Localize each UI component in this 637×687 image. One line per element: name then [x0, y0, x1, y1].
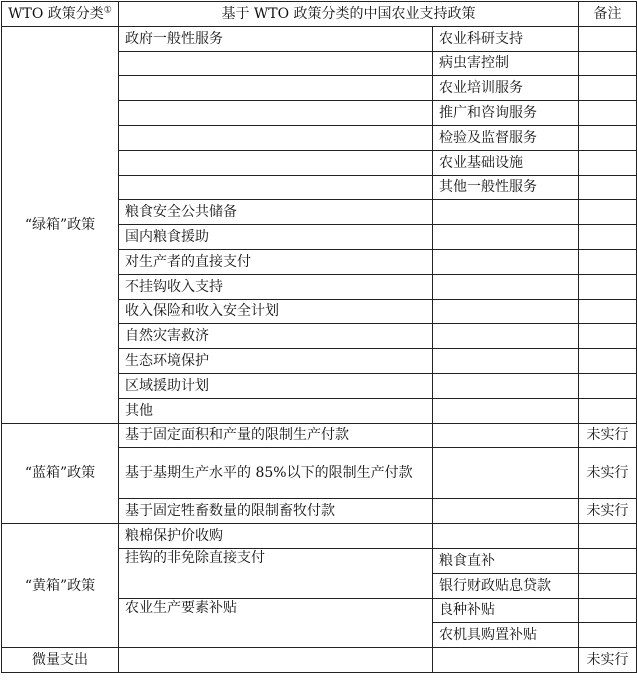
- empty-cell: [433, 249, 579, 274]
- note-cell: 未实行: [579, 648, 637, 673]
- note-cell: [579, 51, 637, 76]
- empty-cell: [433, 324, 579, 349]
- green-general-item: 病虫害控制: [433, 51, 579, 76]
- empty-cell: [433, 299, 579, 324]
- empty-cell: [119, 76, 433, 101]
- note-cell: [579, 299, 637, 324]
- green-measure: 其他: [119, 398, 433, 423]
- yellow-sub-item: 农机具购置补贴: [433, 623, 579, 648]
- green-measure: 对生产者的直接支付: [119, 249, 433, 274]
- green-box-label: “绿箱”政策: [2, 26, 119, 423]
- empty-cell: [433, 448, 579, 499]
- green-measure: 粮食安全公共储备: [119, 200, 433, 225]
- blue-measure: 基于固定牲畜数量的限制畜牧付款: [119, 499, 433, 524]
- empty-cell: [433, 200, 579, 225]
- empty-cell: [119, 648, 433, 673]
- note-cell: [579, 548, 637, 573]
- note-cell: [579, 150, 637, 175]
- green-general-item: 农业基础设施: [433, 150, 579, 175]
- note-cell: [579, 26, 637, 51]
- note-cell: [579, 274, 637, 299]
- green-general-item: 农业培训服务: [433, 76, 579, 101]
- blue-measure: 基于固定面积和产量的限制生产付款: [119, 423, 433, 448]
- green-measure: 收入保险和收入安全计划: [119, 299, 433, 324]
- note-cell: 未实行: [579, 499, 637, 524]
- note-cell: [579, 175, 637, 200]
- empty-cell: [433, 398, 579, 423]
- green-measure: 自然灾害救济: [119, 324, 433, 349]
- note-cell: [579, 125, 637, 150]
- footnote-marker: ①: [103, 5, 112, 16]
- yellow-sub-item: 银行财政贴息贷款: [433, 573, 579, 598]
- note-cell: [579, 524, 637, 549]
- table-row: [2, 524, 637, 549]
- note-cell: [579, 225, 637, 250]
- header-note: 备注: [579, 2, 637, 27]
- note-cell: [579, 101, 637, 126]
- wto-policy-table: [1, 1, 637, 673]
- green-general-item: 其他一般性服务: [433, 175, 579, 200]
- empty-cell: [433, 225, 579, 250]
- empty-cell: [119, 125, 433, 150]
- note-cell: [579, 623, 637, 648]
- note-cell: [579, 373, 637, 398]
- blue-measure: 基于基期生产水平的 85%以下的限制生产付款: [119, 448, 433, 499]
- table-row: [2, 423, 637, 448]
- note-cell: [579, 598, 637, 623]
- note-cell: [579, 249, 637, 274]
- empty-cell: [433, 499, 579, 524]
- blue-box-label: “蓝箱”政策: [2, 423, 119, 524]
- note-cell: [579, 398, 637, 423]
- yellow-sub-item: 粮食直补: [433, 548, 579, 573]
- header-wto-category: [2, 2, 119, 27]
- empty-cell: [119, 150, 433, 175]
- green-measure: 生态环境保护: [119, 349, 433, 374]
- header-china-policy: 基于 WTO 政策分类的中国农业支持政策: [119, 2, 579, 27]
- note-cell: [579, 349, 637, 374]
- green-general-item: 检验及监督服务: [433, 125, 579, 150]
- yellow-box-label: “黄箱”政策: [2, 524, 119, 648]
- note-cell: [579, 200, 637, 225]
- green-measure: 不挂钩收入支持: [119, 274, 433, 299]
- green-measure: 区域援助计划: [119, 373, 433, 398]
- green-general-item: 农业科研支持: [433, 26, 579, 51]
- header-wto-category-text: WTO 政策分类: [8, 5, 104, 22]
- deminimis-label: 微量支出: [2, 648, 119, 673]
- yellow-sub-item: 良种补贴: [433, 598, 579, 623]
- empty-cell: [433, 274, 579, 299]
- note-cell: [579, 324, 637, 349]
- empty-cell: [433, 373, 579, 398]
- table-row: [2, 648, 637, 673]
- header-row: [2, 2, 637, 27]
- note-cell: 未实行: [579, 448, 637, 499]
- green-general-item: 推广和咨询服务: [433, 101, 579, 126]
- empty-cell: [119, 175, 433, 200]
- note-cell: [579, 573, 637, 598]
- green-measure: 国内粮食援助: [119, 225, 433, 250]
- yellow-measure: 粮棉保护价收购: [119, 524, 433, 549]
- green-general-service: 政府一般性服务: [119, 26, 433, 51]
- yellow-measure: 挂钩的非免除直接支付: [119, 548, 433, 598]
- empty-cell: [433, 349, 579, 374]
- note-cell: [579, 76, 637, 101]
- empty-cell: [433, 423, 579, 448]
- note-cell: 未实行: [579, 423, 637, 448]
- yellow-measure: 农业生产要素补贴: [119, 598, 433, 648]
- empty-cell: [119, 101, 433, 126]
- empty-cell: [119, 51, 433, 76]
- empty-cell: [433, 648, 579, 673]
- empty-cell: [433, 524, 579, 549]
- table-row: [2, 26, 637, 51]
